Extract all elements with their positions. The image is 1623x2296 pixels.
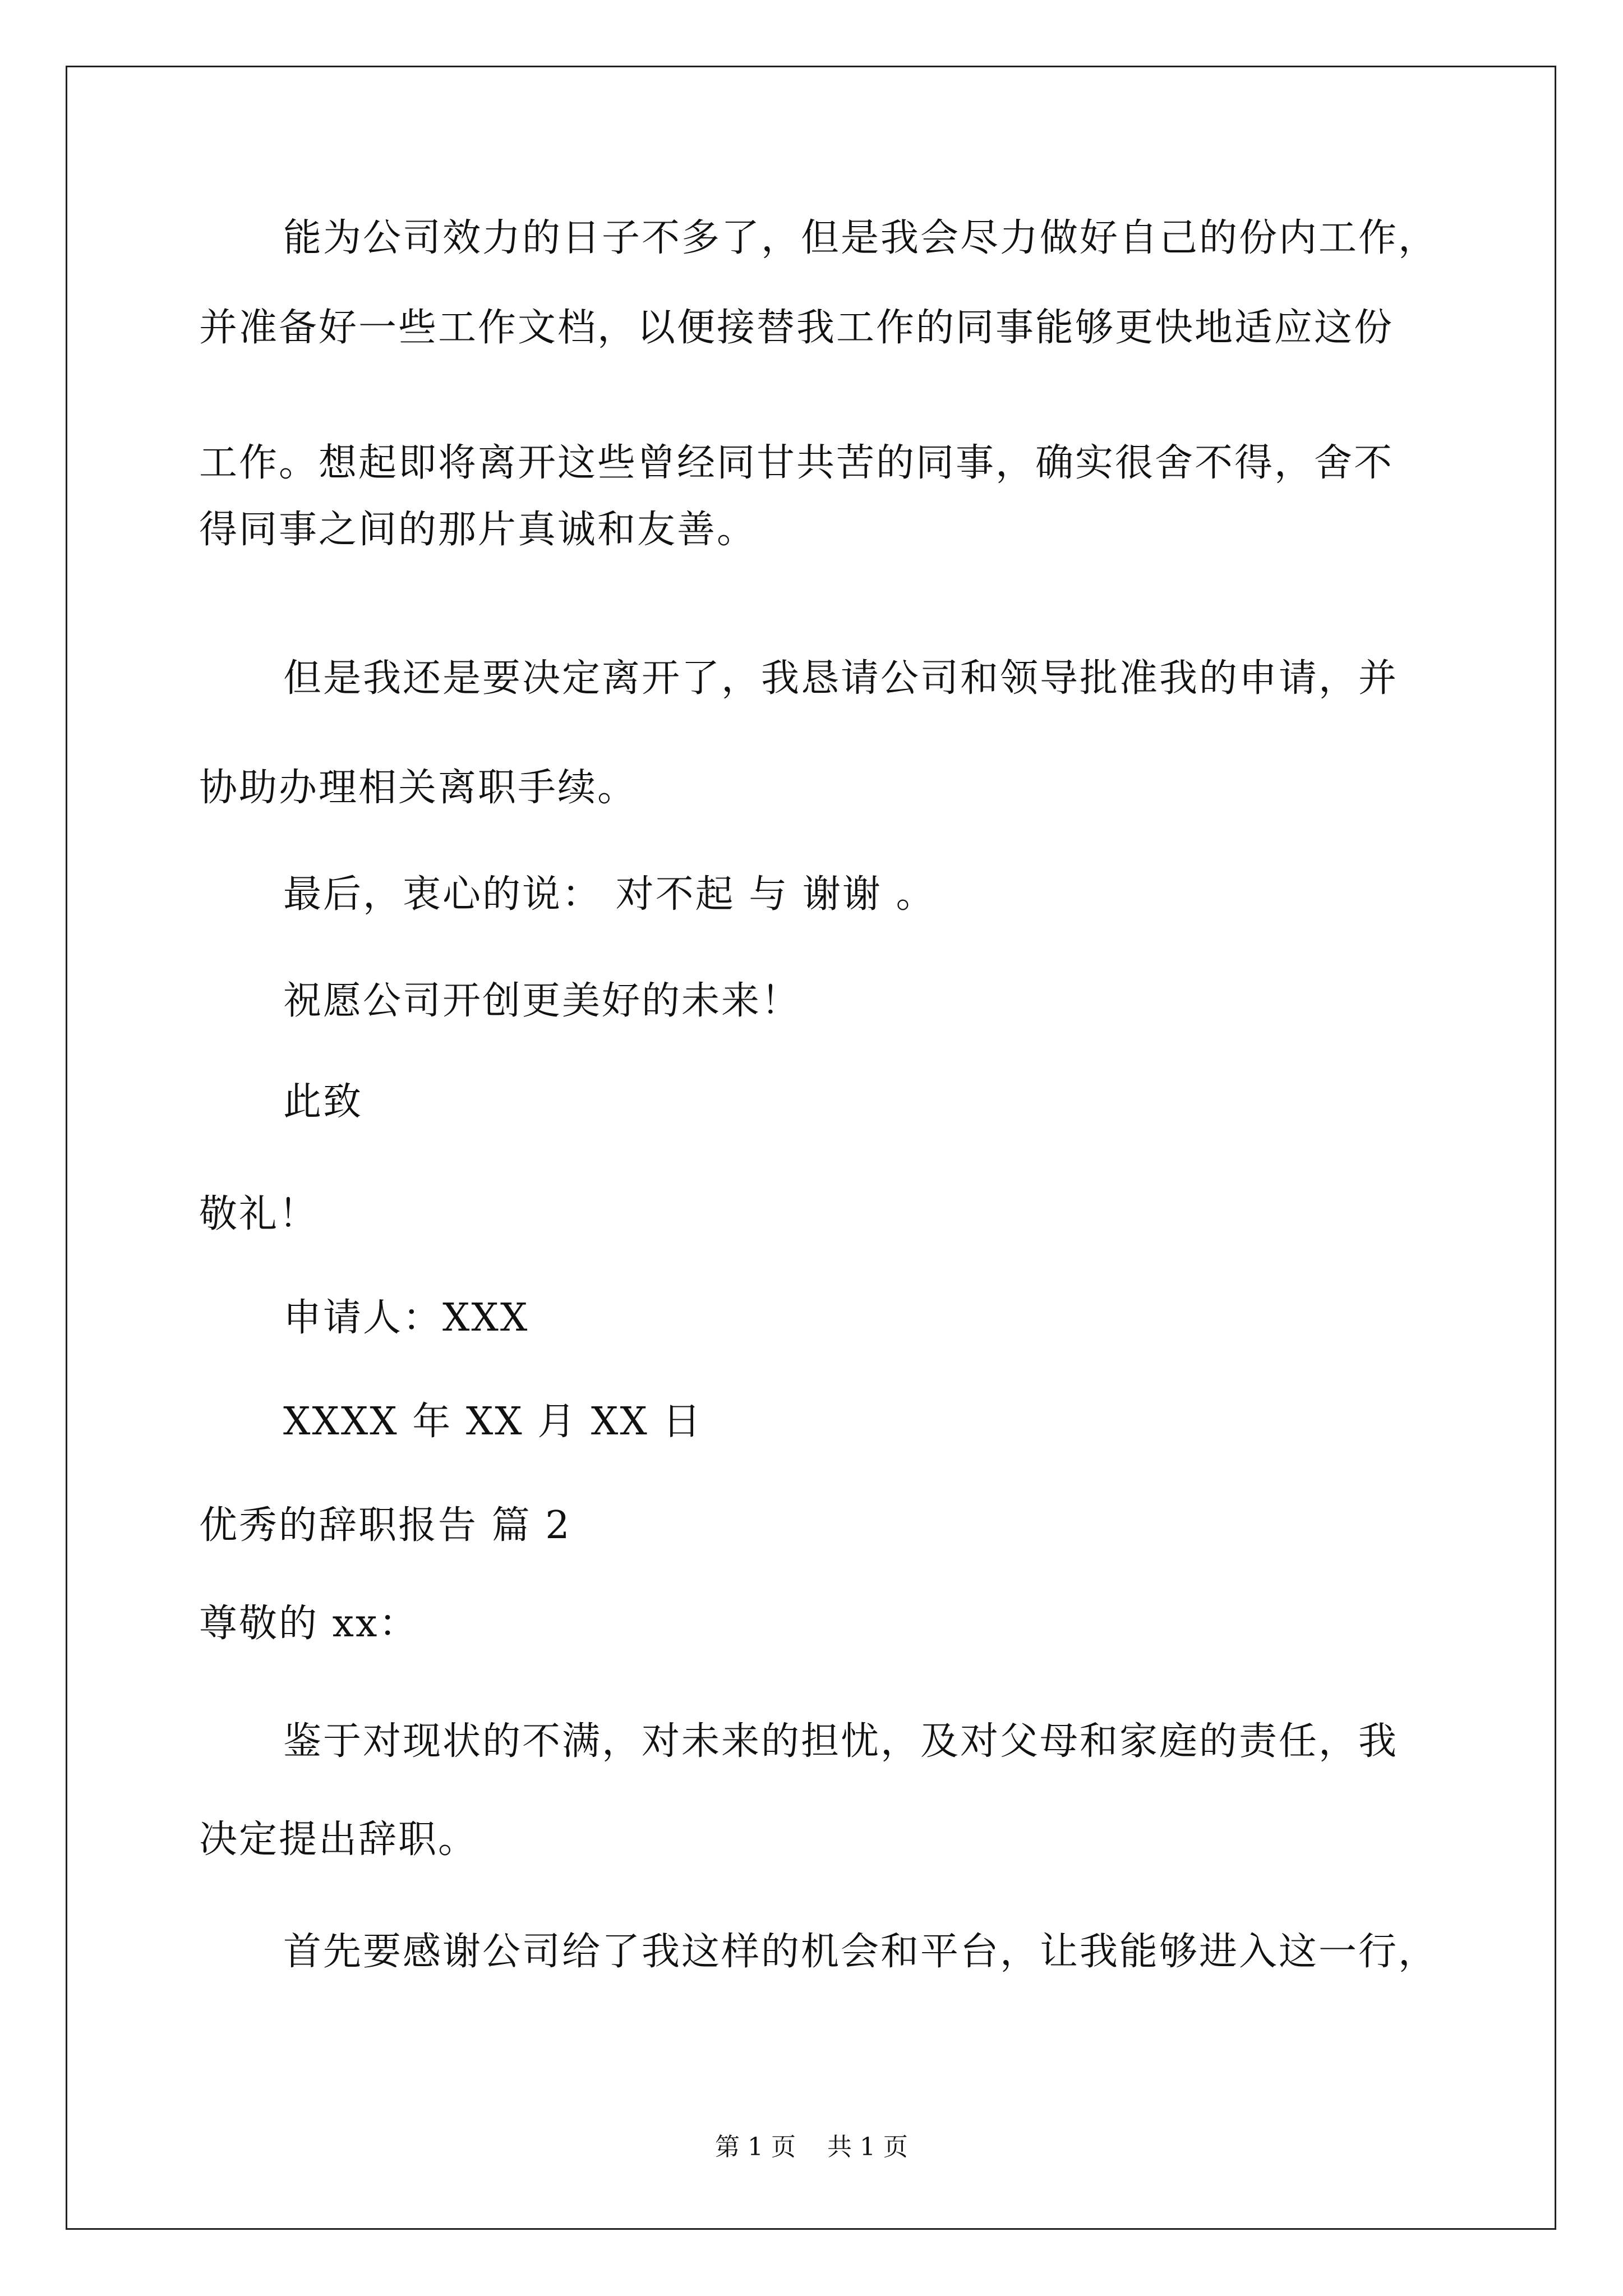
body-line-10: 决定提出辞职。 (199, 1818, 478, 1862)
body-line-6: 协助办理相关离职手续。 (199, 766, 638, 810)
body-line-2: 并准备好一些工作文档，以便接替我工作的同事能够更快地适应这份 (199, 306, 1394, 350)
salutation: 尊敬的 xx： (199, 1602, 419, 1646)
page-border (66, 66, 1556, 2230)
body-line-9: 鉴于对现状的不满，对未来的担忧，及对父母和家庭的责任，我 (283, 1719, 1399, 1764)
body-line-8: 祝愿公司开创更美好的未来！ (283, 979, 801, 1023)
body-line-5: 但是我还是要决定离开了，我恳请公司和领导批准我的申请，并 (283, 656, 1399, 701)
body-line-1: 能为公司效力的日子不多了，但是我会尽力做好自己的份内工作， (283, 216, 1438, 260)
page-footer: 第 1 页 共 1 页 (715, 2133, 908, 2161)
body-line-7: 最后，衷心的说： 对不起 与 谢谢 。 (283, 872, 936, 917)
section-heading: 优秀的辞职报告 篇 2 (199, 1503, 571, 1548)
body-line-4: 得同事之间的那片真诚和友善。 (199, 508, 757, 552)
closing-jing-li: 敬礼！ (199, 1192, 319, 1236)
date-line: XXXX 年 XX 月 XX 日 (283, 1400, 703, 1444)
applicant-line: 申请人：XXX (283, 1296, 529, 1340)
closing-ci-zhi: 此致 (283, 1080, 363, 1124)
body-line-11: 首先要感谢公司给了我这样的机会和平台，让我能够进入这一行， (283, 1930, 1438, 1974)
body-line-3: 工作。想起即将离开这些曾经同甘共苦的同事，确实很舍不得，舍不 (199, 441, 1394, 485)
